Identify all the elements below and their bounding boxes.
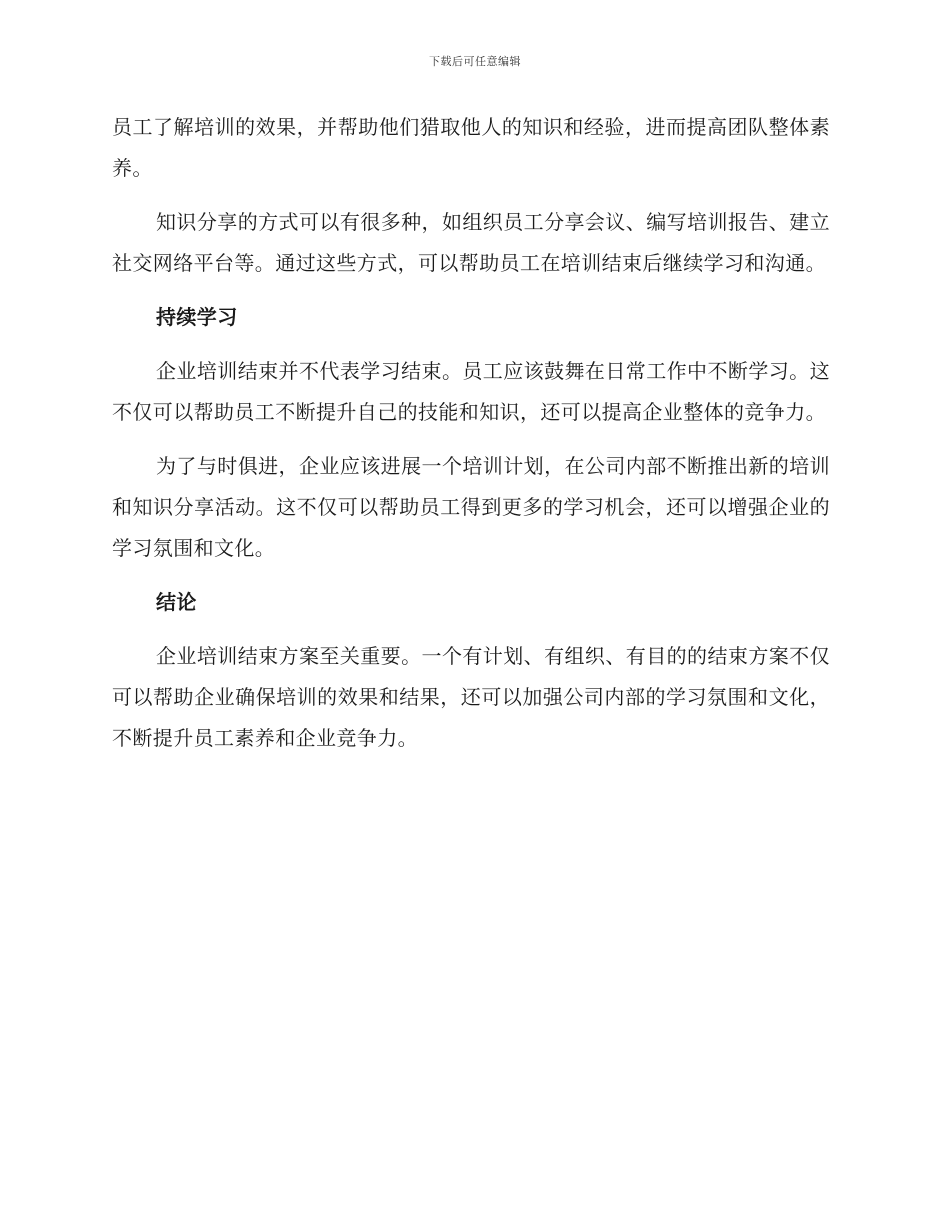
- paragraph-learning-continues: 企业培训结束并不代表学习结束。员工应该鼓舞在日常工作中不断学习。这不仅可以帮助员工不断提升自己的技能和知识，还可以提高企业整体的竞争力。: [112, 359, 830, 424]
- page-header: 下载后可任意编辑: [429, 55, 521, 68]
- paragraph-conclusion: 企业培训结束方案至关重要。一个有计划、有组织、有目的的结束方案不仅可以帮助企业确保培训的效果和结果，还可以加强公司内部的学习氛围和文化，不断提升员工素养和企业竞争力。: [112, 644, 830, 750]
- section-heading-conclusion: 结论: [156, 590, 197, 614]
- paragraph-continuation: 员工了解培训的效果，并帮助他们猎取他人的知识和经验，进而提高团队整体素养。: [112, 115, 830, 180]
- document-body: [112, 107, 830, 772]
- paragraph-knowledge-sharing: 知识分享的方式可以有很多种，如组织员工分享会议、编写培训报告、建立社交网络平台等。通过这些方式，可以帮助员工在培训结束后继续学习和沟通。: [112, 210, 830, 275]
- paragraph-training-plan: 为了与时俱进，企业应该进展一个培训计划，在公司内部不断推出新的培训和知识分享活动。这不仅可以帮助员工得到更多的学习机会，还可以增强企业的学习氛围和文化。: [112, 454, 830, 560]
- section-heading-continuous-learning: 持续学习: [156, 305, 238, 329]
